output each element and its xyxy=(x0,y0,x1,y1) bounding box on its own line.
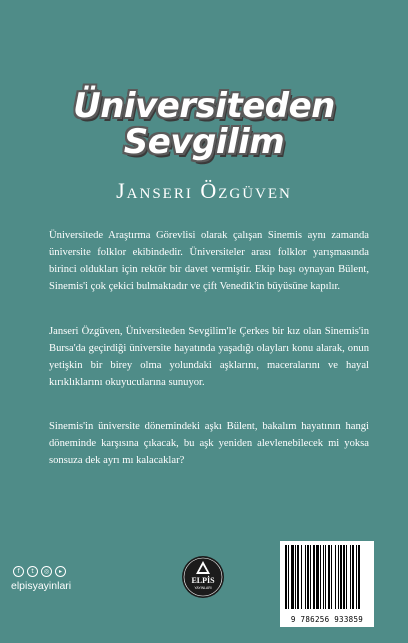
twitter-icon: t xyxy=(27,566,38,577)
isbn-number: 9 786256 933859 xyxy=(290,615,364,624)
isbn-barcode xyxy=(280,541,374,627)
youtube-icon: ▸ xyxy=(55,566,66,577)
blurb-paragraph-3: Sinemis'in üniversite dönemindeki aşkı Bülent, bakalım hayatının hangi döneminde karşısına çıkacak, bu aşk yeniden alevlenebilecek mi yoksa sonsuza dek ayrı mı kalacaklar? xyxy=(49,421,369,466)
blurb-paragraph-1: Üniversitede Araştırma Görevlisi olarak çalışan Sinemis aynı zamanda üniversite folklor ekibindedir. Üniversiteler arası folklor yarışmasında birinci oldukları için rektör bir davet vermiştir. Ekip başı oynayan Bülent, Sinemis'i çok çekici bulmaktadır ve çift Venedik'in büyüsüne kapılır. xyxy=(49,230,369,292)
facebook-icon: f xyxy=(13,566,24,577)
logo-name: ELPİS xyxy=(191,576,215,585)
logo-subtext: YAYINLARI xyxy=(194,586,212,590)
instagram-icon: ◎ xyxy=(41,566,52,577)
publisher-logo xyxy=(181,555,225,599)
barcode-bars xyxy=(284,545,370,611)
social-icons xyxy=(13,566,66,577)
book-title-line2: Sevgilim xyxy=(123,122,285,162)
blurb-paragraph-2: Janseri Özgüven, Üniversiteden Sevgilim'le Çerkes bir kız olan Sinemis'in Bursa'da geçirdiği üniversite hayatında yaşadığı olayları konu alarak, onun yetişkin bir birey olma yolundaki aşklarını, maceralarını ve hayal kırıklıklarını okuyucularına sunuyor. xyxy=(49,326,369,388)
publisher-website: elpisyayinlari xyxy=(11,580,72,592)
book-title-line1: Üniversiteden xyxy=(73,86,335,126)
author-name: Janseri Özgüven xyxy=(116,178,292,203)
